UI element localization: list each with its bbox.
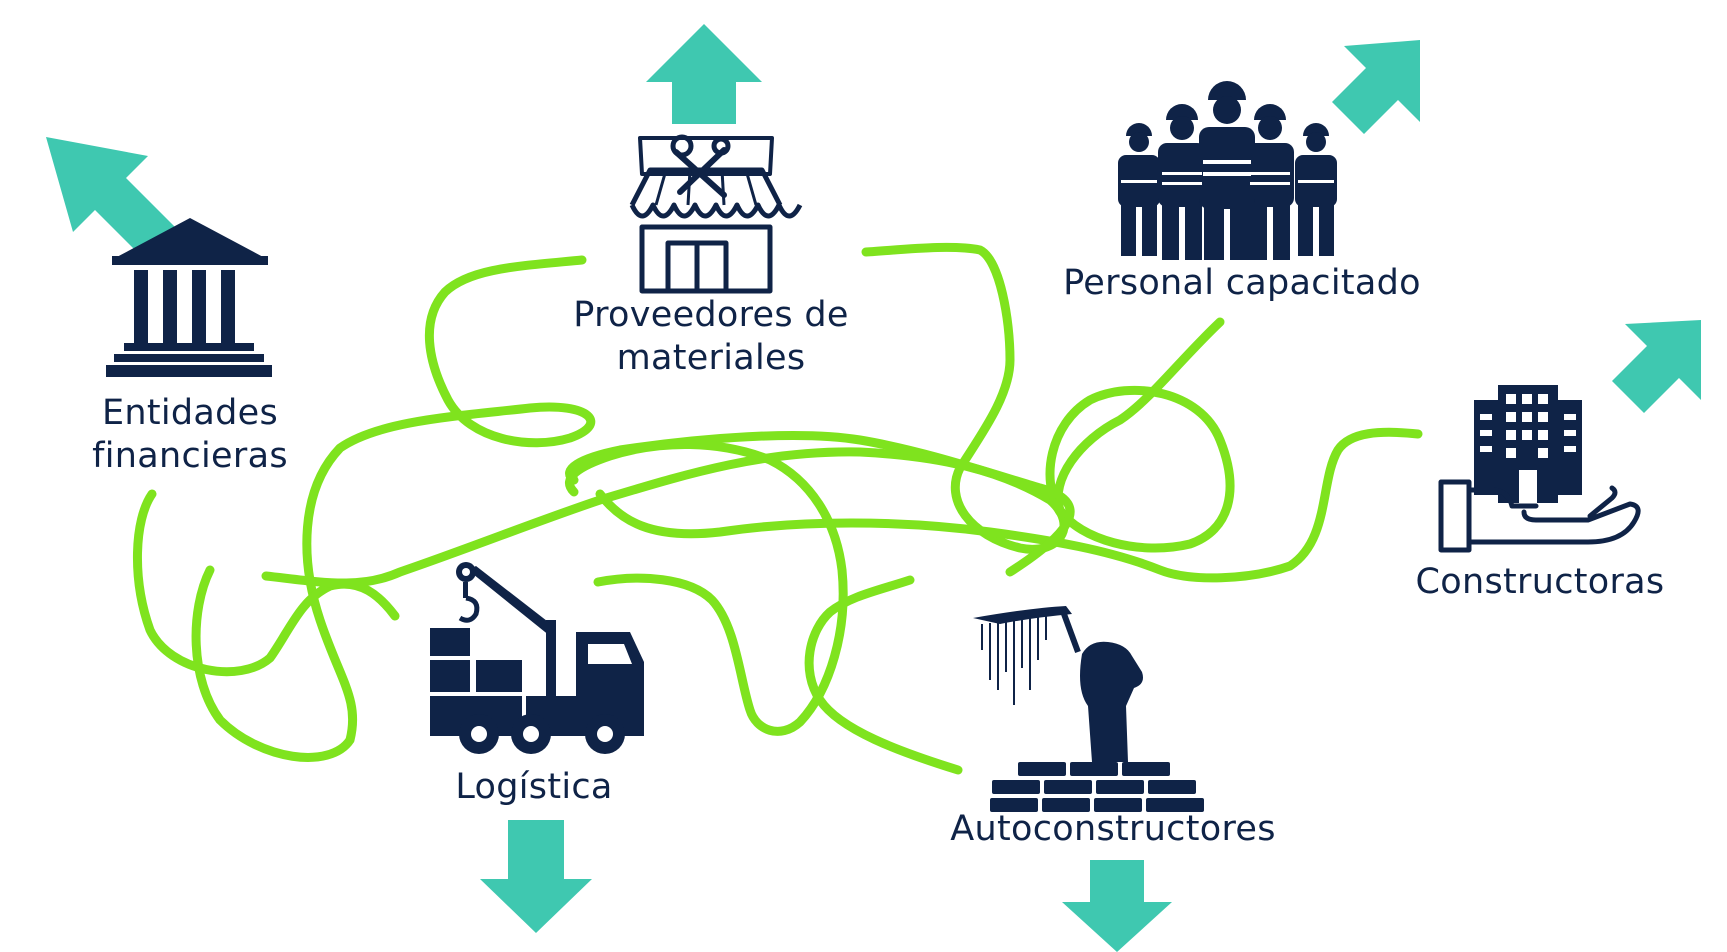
label-autoconstructores [950,808,1276,851]
arrow-up-right-personal [1332,40,1420,134]
label-personal-capacitado [1063,262,1421,305]
arrow-down-autoconstructores [1062,860,1172,952]
label-line: Proveedores de [573,295,849,335]
label-line: Autoconstructores [950,809,1276,849]
crane-truck-icon [430,562,644,754]
label-line: Constructoras [1415,562,1665,602]
label-line: Personal capacitado [1063,263,1421,303]
building-in-hand-icon [1441,385,1638,550]
label-line: Logística [455,767,613,807]
label-logistica [455,766,612,809]
label-entidades-financieras [92,392,288,478]
label-line: financieras [92,436,288,476]
label-line: materiales [616,338,806,378]
store-tools-icon [632,137,800,291]
arrow-down-logistica [480,820,592,933]
label-constructoras [1416,561,1665,604]
label-proveedores-de-materiales [573,294,848,380]
arrow-up-right-constructoras [1612,320,1701,413]
trowel-fist-bricks-icon [973,606,1204,812]
label-line: Entidades [101,393,279,433]
workers-group-icon [1118,81,1337,260]
arrow-up-proveedores [646,24,762,124]
